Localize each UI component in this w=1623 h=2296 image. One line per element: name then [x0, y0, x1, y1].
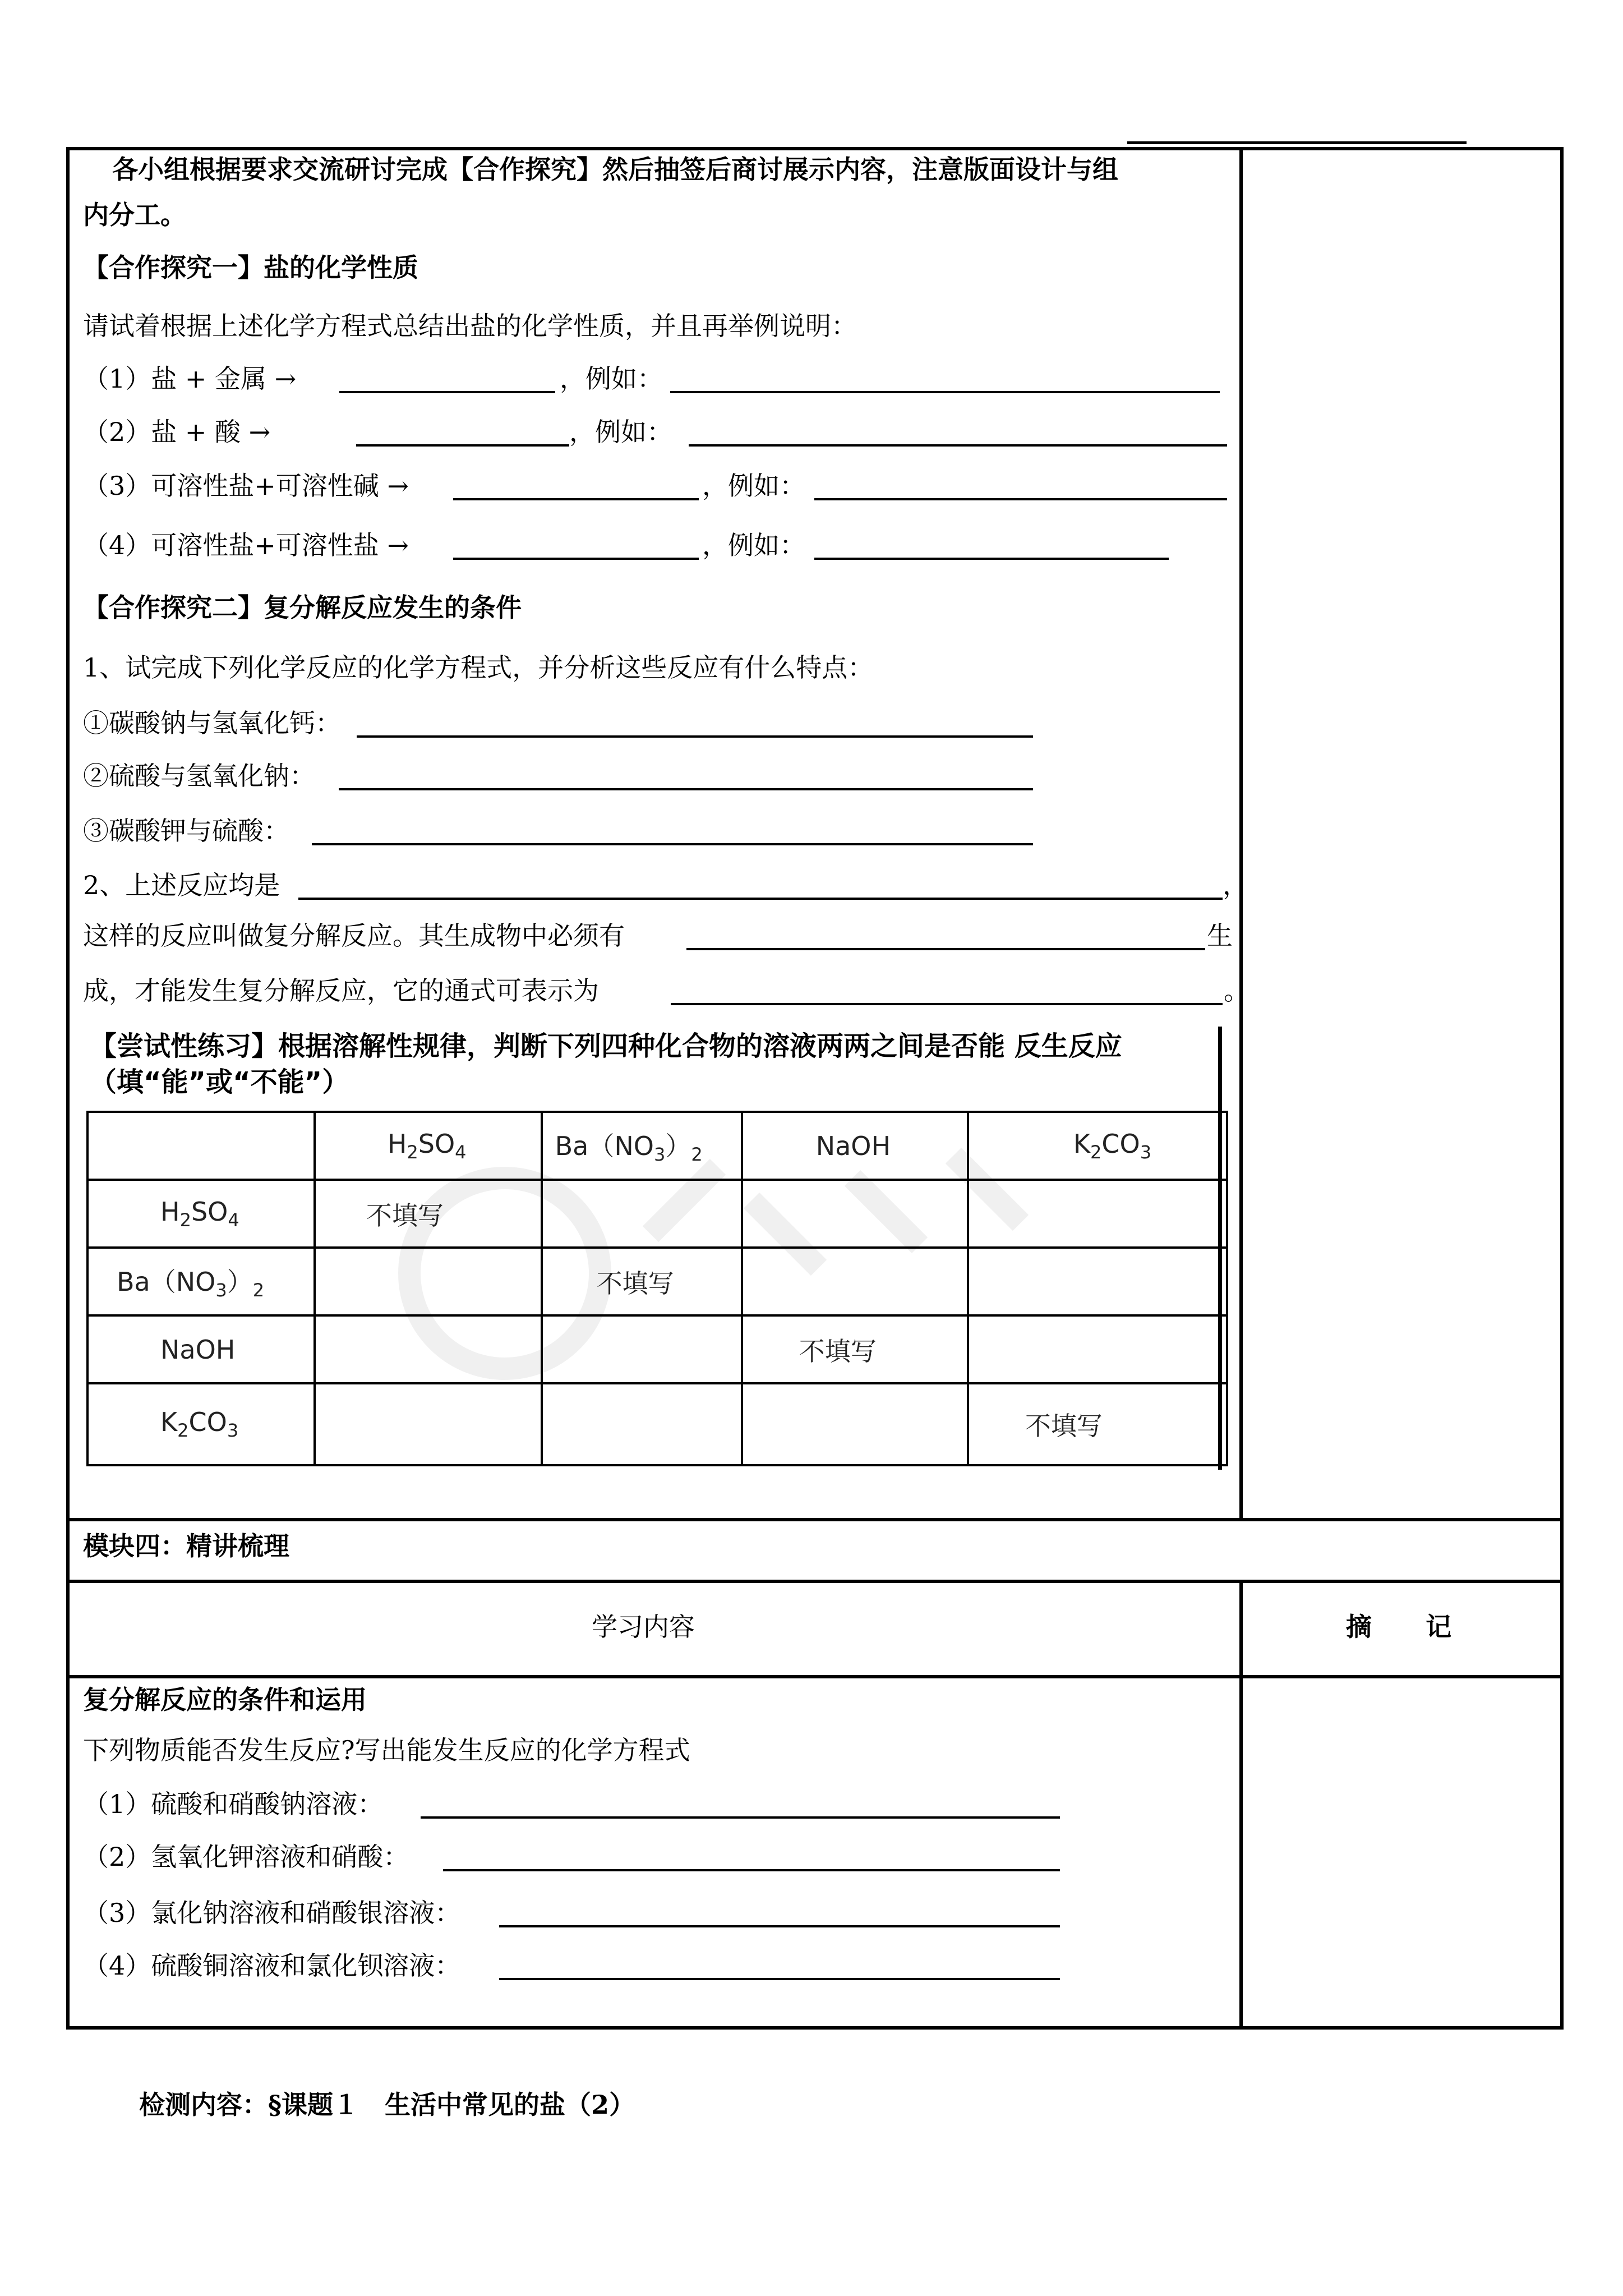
explore1-item-3-blank[interactable] — [453, 498, 699, 500]
explore1-item-2-example-blank[interactable] — [689, 444, 1227, 447]
explore1-item-4-blank[interactable] — [453, 558, 699, 560]
cell-diagonal: 不填写 — [968, 1383, 1227, 1465]
row-header-h2so4: $H_2SO_4$ — [87, 1180, 315, 1248]
table-row — [87, 1180, 1227, 1248]
module4-col-notes: 摘 记 — [1346, 1612, 1452, 1642]
cell-diagonal: 不填写 — [315, 1180, 542, 1248]
cell-diagonal: 不填写 — [742, 1315, 968, 1383]
answer-cell[interactable] — [968, 1248, 1227, 1315]
reaction-3-blank[interactable] — [312, 843, 1033, 845]
explore1-item-3-eg: ，例如： — [702, 471, 805, 501]
solubility-table — [86, 1111, 1228, 1466]
explore1-item-3-example-blank[interactable] — [814, 498, 1227, 500]
reaction-2-label: ②硫酸与氢氧化钠： — [83, 761, 315, 791]
answer-cell[interactable] — [542, 1315, 742, 1383]
explore2-q2-line-b: 这样的反应叫做复分解反应。其生成物中必须有 — [83, 921, 625, 951]
module4-prompt: 下列物质能否发生反应?写出能发生反应的化学方程式 — [83, 1735, 690, 1765]
module4-item-4-blank[interactable] — [499, 1978, 1060, 1980]
module4-item-3-label: （3）氯化钠溶液和硝酸银溶液： — [83, 1898, 461, 1928]
module4-top-rule — [66, 1518, 1564, 1521]
cell-diagonal: 不填写 — [542, 1248, 742, 1315]
table-corner-cell — [87, 1112, 315, 1180]
intro-line-1: 各小组根据要求交流研讨完成【合作探究】然后抽签后商讨展示内容，注意版面设计与组 — [112, 154, 1118, 185]
intro-line-2: 内分工。 — [83, 200, 186, 230]
module4-item-2-label: （2）氢氧化钾溶液和硝酸： — [83, 1842, 409, 1872]
answer-cell[interactable] — [968, 1180, 1227, 1248]
footer-test-content: 检测内容：§课题１ 生活中常见的盐（2） — [139, 2090, 635, 2120]
exercise-title-line-1: 【尝试性练习】根据溶解性规律，判断下列四种化合物的溶液两两之间是否能 反生反应 — [90, 1030, 1122, 1062]
reaction-1-blank[interactable] — [357, 735, 1033, 738]
exercise-block — [84, 1027, 1228, 1475]
q2-blank-type[interactable] — [298, 898, 1223, 900]
col-header-naoh: NaOH — [742, 1112, 968, 1180]
explore1-item-1-blank[interactable] — [339, 391, 555, 393]
answer-cell[interactable] — [742, 1248, 968, 1315]
explore1-item-2-eg: ，例如： — [569, 417, 672, 447]
row-header-ba-no3-2: $Ba(NO_3)_2$ — [87, 1248, 315, 1315]
explore1-item-2-label: （2）盐 + 酸 → — [83, 417, 271, 447]
table-row — [87, 1315, 1227, 1383]
explore1-item-1-label: （1）盐 + 金属 → — [83, 364, 297, 394]
module4-item-4-label: （4）硫酸铜溶液和氯化钡溶液： — [83, 1950, 461, 1981]
answer-cell[interactable] — [315, 1248, 542, 1315]
reaction-1-label: ①碳酸钠与氢氧化钙： — [83, 708, 341, 738]
explore1-item-1-example-blank[interactable] — [670, 391, 1220, 393]
module4-header-rule — [66, 1580, 1564, 1583]
explore1-item-4-label: （4）可溶性盐+可溶性盐 → — [83, 530, 409, 560]
top-rule — [1127, 141, 1467, 144]
reaction-2-blank[interactable] — [339, 788, 1033, 790]
explore1-title: 【合作探究一】盐的化学性质 — [83, 252, 418, 283]
q2-blank-formula[interactable] — [671, 1003, 1223, 1005]
exercise-title-line-2: （填“能”或“不能”） — [90, 1066, 349, 1098]
notes-column-divider-upper — [1239, 147, 1243, 1521]
explore2-q2-line-a: 2、上述反应均是 — [83, 870, 280, 900]
table-header-row — [87, 1112, 1227, 1180]
module4-item-3-blank[interactable] — [499, 1925, 1060, 1927]
module4-body-rule — [66, 1675, 1564, 1678]
answer-cell[interactable] — [542, 1180, 742, 1248]
explore2-q2-line-c: 成，才能发生复分解反应，它的通式可表示为 — [83, 976, 599, 1006]
module4-col-content: 学习内容 — [592, 1612, 695, 1642]
reaction-3-label: ③碳酸钾与硫酸： — [83, 816, 289, 846]
table-row — [87, 1248, 1227, 1315]
row-header-k2co3: $K_2CO_3$ — [87, 1383, 315, 1465]
table-row — [87, 1383, 1227, 1465]
explore1-prompt: 请试着根据上述化学方程式总结出盐的化学性质，并且再举例说明： — [83, 311, 857, 341]
module4-item-1-label: （1）硫酸和硝酸钠溶液： — [83, 1789, 384, 1819]
explore1-item-3-label: （3）可溶性盐+可溶性碱 → — [83, 471, 409, 501]
answer-cell[interactable] — [742, 1383, 968, 1465]
explore1-item-2-blank[interactable] — [356, 444, 569, 447]
q2-line-b-end: 生 — [1207, 921, 1233, 951]
answer-cell[interactable] — [968, 1315, 1227, 1383]
q2-line-c-end: 。 — [1224, 976, 1249, 1006]
row-header-naoh: NaOH — [87, 1315, 315, 1383]
module4-item-1-blank[interactable] — [421, 1816, 1060, 1819]
answer-cell[interactable] — [742, 1180, 968, 1248]
col-header-ba-no3-2: $Ba(NO_3)_2$ — [542, 1112, 742, 1180]
answer-cell[interactable] — [315, 1383, 542, 1465]
col-header-h2so4: $H_2SO_4$ — [315, 1112, 542, 1180]
q2-blank-product[interactable] — [686, 948, 1205, 950]
module4-item-2-blank[interactable] — [443, 1869, 1060, 1871]
explore1-item-4-example-blank[interactable] — [814, 558, 1169, 560]
module4-subtitle: 复分解反应的条件和运用 — [83, 1685, 367, 1715]
q2-line-a-end: ， — [1223, 870, 1248, 900]
col-header-k2co3: $K_2CO_3$ — [968, 1112, 1227, 1180]
answer-cell[interactable] — [315, 1315, 542, 1383]
explore1-item-4-eg: ，例如： — [702, 530, 805, 560]
answer-cell[interactable] — [542, 1383, 742, 1465]
explore2-question-1: 1、试完成下列化学反应的化学方程式，并分析这些反应有什么特点： — [83, 652, 874, 683]
explore1-item-1-eg: ，例如： — [560, 364, 663, 394]
explore2-title: 【合作探究二】复分解反应发生的条件 — [83, 592, 522, 623]
module4-title: 模块四：精讲梳理 — [83, 1531, 289, 1561]
notes-column-divider-lower — [1239, 1582, 1243, 2030]
